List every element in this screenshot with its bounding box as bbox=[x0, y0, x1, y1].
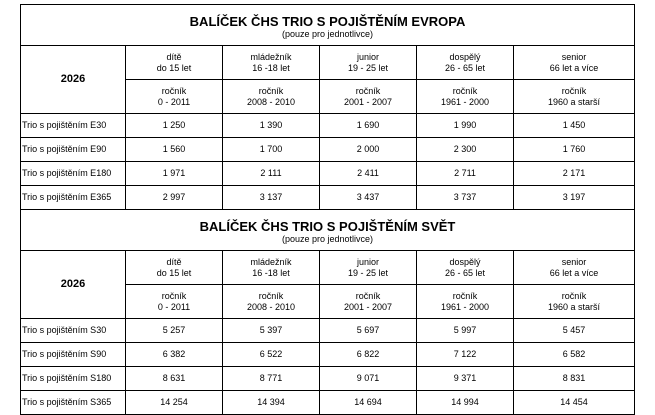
category-name: senior bbox=[561, 256, 587, 267]
price-cell: 14 454 bbox=[514, 391, 635, 415]
category-name: junior bbox=[356, 256, 379, 267]
table-row bbox=[21, 367, 635, 391]
category-cell bbox=[417, 251, 514, 285]
price-cell: 1 971 bbox=[126, 162, 223, 186]
price-cell: 2 411 bbox=[320, 162, 417, 186]
cohort-cell bbox=[223, 285, 320, 319]
product-name: Trio s pojištěním E180 bbox=[21, 162, 126, 186]
price-cell: 14 394 bbox=[223, 391, 320, 415]
price-cell: 1 560 bbox=[126, 138, 223, 162]
price-table-europe bbox=[20, 4, 635, 210]
cohort-range: 1961 - 2000 bbox=[440, 301, 490, 312]
category-cell bbox=[223, 251, 320, 285]
product-name: Trio s pojištěním S90 bbox=[21, 343, 126, 367]
price-cell: 2 300 bbox=[417, 138, 514, 162]
table-title: BALÍČEK ČHS TRIO S POJIŠTĚNÍM SVĚT bbox=[199, 219, 456, 234]
cohort-label: ročník bbox=[561, 290, 587, 301]
category-name: dítě bbox=[166, 51, 182, 62]
price-cell: 1 990 bbox=[417, 114, 514, 138]
cohort-cell bbox=[417, 80, 514, 114]
table-row bbox=[21, 162, 635, 186]
price-cell: 1 390 bbox=[223, 114, 320, 138]
category-age: 16 -18 let bbox=[252, 62, 290, 73]
price-cell: 5 457 bbox=[514, 319, 635, 343]
category-age: 66 let a více bbox=[549, 62, 599, 73]
category-age: 16 -18 let bbox=[252, 267, 290, 278]
price-cell: 9 071 bbox=[320, 367, 417, 391]
category-cell bbox=[320, 251, 417, 285]
table-header-cell bbox=[21, 210, 635, 251]
price-cell: 2 171 bbox=[514, 162, 635, 186]
price-cell: 1 690 bbox=[320, 114, 417, 138]
category-age: 19 - 25 let bbox=[347, 267, 389, 278]
category-cell bbox=[417, 46, 514, 80]
category-cell bbox=[320, 46, 417, 80]
price-cell: 2 111 bbox=[223, 162, 320, 186]
cohort-cell bbox=[514, 285, 635, 319]
year-label: 2026 bbox=[21, 46, 126, 114]
price-cell: 2 997 bbox=[126, 186, 223, 210]
cohort-label: ročník bbox=[452, 85, 478, 96]
cohort-label: ročník bbox=[258, 85, 284, 96]
price-cell: 3 197 bbox=[514, 186, 635, 210]
category-age: do 15 let bbox=[156, 62, 192, 73]
price-cell: 8 631 bbox=[126, 367, 223, 391]
category-age: do 15 let bbox=[156, 267, 192, 278]
category-name: senior bbox=[561, 51, 587, 62]
table-header bbox=[21, 5, 635, 46]
price-cell: 2 711 bbox=[417, 162, 514, 186]
price-cell: 3 137 bbox=[223, 186, 320, 210]
cohort-label: ročník bbox=[161, 85, 187, 96]
cohort-cell bbox=[514, 80, 635, 114]
price-table-world bbox=[20, 209, 635, 415]
price-cell: 1 700 bbox=[223, 138, 320, 162]
product-name: Trio s pojištěním S30 bbox=[21, 319, 126, 343]
table-row bbox=[21, 186, 635, 210]
category-name: dospělý bbox=[449, 256, 481, 267]
category-name: mládežník bbox=[250, 256, 292, 267]
category-row bbox=[21, 251, 635, 285]
cohort-cell bbox=[417, 285, 514, 319]
cohort-cell bbox=[320, 285, 417, 319]
cohort-cell bbox=[223, 80, 320, 114]
cohort-label: ročník bbox=[561, 85, 587, 96]
cohort-label: ročník bbox=[258, 290, 284, 301]
cohort-cell bbox=[126, 80, 223, 114]
cohort-range: 0 - 2011 bbox=[157, 301, 191, 312]
category-name: dospělý bbox=[449, 51, 481, 62]
cohort-label: ročník bbox=[355, 290, 381, 301]
category-cell bbox=[126, 46, 223, 80]
product-name: Trio s pojištěním S180 bbox=[21, 367, 126, 391]
table-row bbox=[21, 319, 635, 343]
price-cell: 7 122 bbox=[417, 343, 514, 367]
table-row bbox=[21, 391, 635, 415]
product-name: Trio s pojištěním E30 bbox=[21, 114, 126, 138]
price-cell: 5 397 bbox=[223, 319, 320, 343]
price-cell: 5 997 bbox=[417, 319, 514, 343]
cohort-cell bbox=[320, 80, 417, 114]
cohort-range: 2001 - 2007 bbox=[343, 96, 393, 107]
cohort-range: 1961 - 2000 bbox=[440, 96, 490, 107]
category-name: mládežník bbox=[250, 51, 292, 62]
price-cell: 1 760 bbox=[514, 138, 635, 162]
table-row bbox=[21, 114, 635, 138]
table-row bbox=[21, 138, 635, 162]
price-cell: 1 250 bbox=[126, 114, 223, 138]
category-cell bbox=[223, 46, 320, 80]
category-cell bbox=[514, 46, 635, 80]
price-cell: 8 831 bbox=[514, 367, 635, 391]
price-cell: 14 254 bbox=[126, 391, 223, 415]
table-subtitle: (pouze pro jednotlivce) bbox=[281, 234, 374, 244]
category-age: 26 - 65 let bbox=[444, 267, 486, 278]
cohort-label: ročník bbox=[452, 290, 478, 301]
price-cell: 6 382 bbox=[126, 343, 223, 367]
table-header-cell bbox=[21, 5, 635, 46]
price-cell: 6 822 bbox=[320, 343, 417, 367]
category-age: 19 - 25 let bbox=[347, 62, 389, 73]
table-row bbox=[21, 343, 635, 367]
product-name: Trio s pojištěním E90 bbox=[21, 138, 126, 162]
price-cell: 3 437 bbox=[320, 186, 417, 210]
cohort-label: ročník bbox=[355, 85, 381, 96]
category-cell bbox=[514, 251, 635, 285]
cohort-cell bbox=[126, 285, 223, 319]
product-name: Trio s pojištěním S365 bbox=[21, 391, 126, 415]
price-cell: 1 450 bbox=[514, 114, 635, 138]
cohort-range: 2008 - 2010 bbox=[246, 96, 296, 107]
cohort-range: 2001 - 2007 bbox=[343, 301, 393, 312]
cohort-range: 2008 - 2010 bbox=[246, 301, 296, 312]
category-age: 26 - 65 let bbox=[444, 62, 486, 73]
cohort-label: ročník bbox=[161, 290, 187, 301]
price-cell: 14 694 bbox=[320, 391, 417, 415]
price-cell: 14 994 bbox=[417, 391, 514, 415]
price-cell: 2 000 bbox=[320, 138, 417, 162]
table-title: BALÍČEK ČHS TRIO S POJIŠTĚNÍM EVROPA bbox=[189, 14, 466, 29]
category-row bbox=[21, 46, 635, 80]
price-cell: 8 771 bbox=[223, 367, 320, 391]
category-cell bbox=[126, 251, 223, 285]
category-age: 66 let a více bbox=[549, 267, 599, 278]
year-label: 2026 bbox=[21, 251, 126, 319]
price-cell: 5 257 bbox=[126, 319, 223, 343]
price-cell: 6 582 bbox=[514, 343, 635, 367]
category-name: dítě bbox=[166, 256, 182, 267]
table-header bbox=[21, 210, 635, 251]
table-subtitle: (pouze pro jednotlivce) bbox=[281, 29, 374, 39]
cohort-range: 1960 a starší bbox=[548, 96, 601, 107]
price-cell: 6 522 bbox=[223, 343, 320, 367]
cohort-range: 1960 a starší bbox=[547, 301, 601, 312]
price-cell: 5 697 bbox=[320, 319, 417, 343]
cohort-range: 0 - 2011 bbox=[157, 96, 191, 107]
price-cell: 3 737 bbox=[417, 186, 514, 210]
product-name: Trio s pojištěním E365 bbox=[21, 186, 126, 210]
category-name: junior bbox=[356, 51, 379, 62]
price-cell: 9 371 bbox=[417, 367, 514, 391]
